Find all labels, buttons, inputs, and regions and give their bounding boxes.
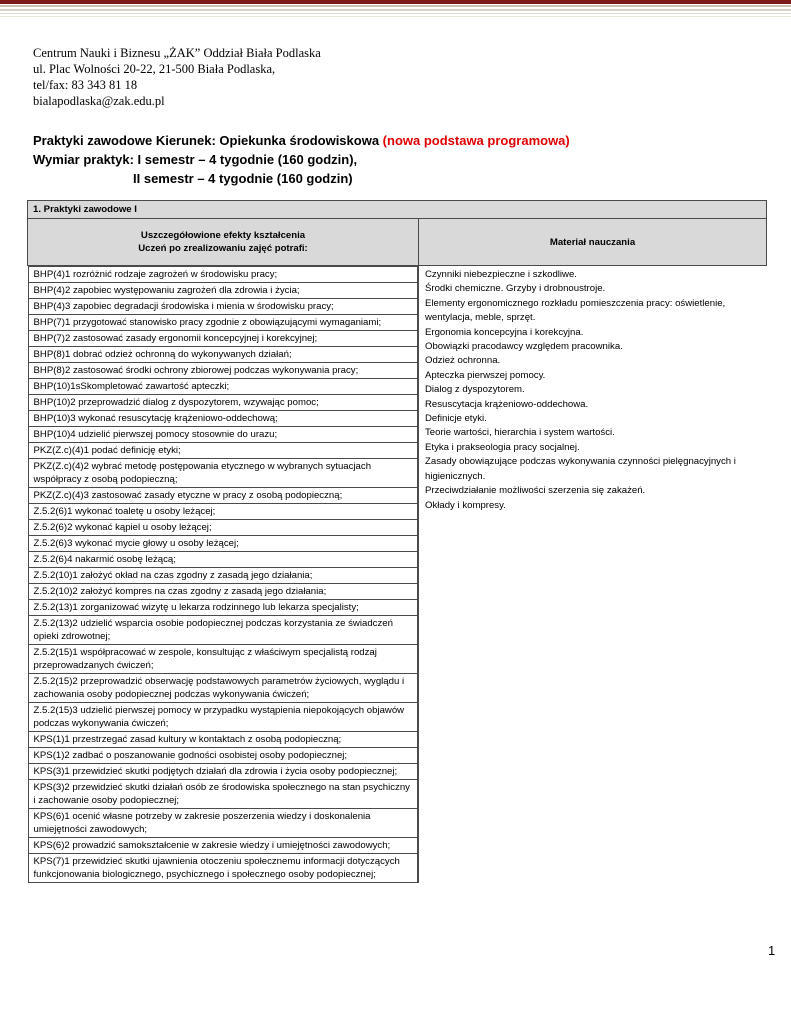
effect-row: KPS(1)1 przestrzegać zasad kultury w kontaktach z osobą podopieczną; bbox=[28, 732, 419, 748]
effect-row: Z.5.2(10)1 założyć okład na czas zgodny z zasadą jego działania; bbox=[28, 568, 419, 584]
effect-row: BHP(4)1 rozróżnić rodzaje zagrożeń w środowisku pracy; bbox=[28, 266, 419, 283]
header-rule-band bbox=[0, 5, 791, 7]
effects-header-line-2: Uczeń po zrealizowaniu zajęć potrafi: bbox=[138, 243, 308, 254]
header-rule-band bbox=[0, 16, 791, 17]
document-title bbox=[33, 131, 570, 188]
effect-row: KPS(3)1 przewidzieć skutki podjętych działań dla zdrowia i życia osoby podopiecznej; bbox=[28, 764, 419, 780]
material-item: Resuscytacja krążeniowo-oddechowa. bbox=[425, 398, 589, 410]
material-item: Zasady obowiązujące podczas wykonywania czynności pielęgnacyjnych i higienicznych. bbox=[425, 456, 736, 482]
material-item: Apteczka pierwszej pomocy. bbox=[425, 369, 546, 381]
effect-row: Z.5.2(15)2 przeprowadzić obserwację podstawowych parametrów życiowych, wyglądu i zachowania osoby podopiecznej podczas wykonywania ćwiczeń; bbox=[28, 674, 419, 703]
material-column-header: Materiał nauczania bbox=[419, 219, 767, 266]
effect-row: Z.5.2(15)1 współpracować w zespole, konsultując z właściwym specjalistą rodzaj przeprowadzanych ćwiczeń; bbox=[28, 645, 419, 674]
effect-row: Z.5.2(13)2 udzielić wsparcia osobie podopiecznej podczas korzystania ze świadczeń opieki zdrowotnej; bbox=[28, 616, 419, 645]
section-title: 1. Praktyki zawodowe I bbox=[28, 201, 767, 219]
effect-row: BHP(10)4 udzielić pierwszej pomocy stosownie do urazu; bbox=[28, 427, 419, 443]
material-cell bbox=[419, 266, 767, 884]
practice-table bbox=[27, 200, 767, 883]
material-item: Dialog z dyspozytorem. bbox=[425, 384, 525, 396]
effect-row: PKZ(Z.c)(4)2 wybrać metodę postępowania etycznego w wybranych sytuacjach współpracy z osobą podopieczną; bbox=[28, 459, 419, 488]
effect-row: BHP(4)3 zapobiec degradacji środowiska i mienia w środowisku pracy; bbox=[28, 299, 419, 315]
effect-row: KPS(6)1 ocenić własne potrzeby w zakresie poszerzenia wiedzy i doskonalenia umiejętności zawodowych; bbox=[28, 809, 419, 838]
effect-row: BHP(4)2 zapobiec występowaniu zagrożeń dla zdrowia i życia; bbox=[28, 283, 419, 299]
material-item: Ergonomia koncepcyjna i korekcyjna. bbox=[425, 326, 584, 338]
effect-row: Z.5.2(13)1 zorganizować wizytę u lekarza rodzinnego lub lekarza specjalisty; bbox=[28, 600, 419, 616]
effect-row: Z.5.2(6)1 wykonać toaletę u osoby leżącej; bbox=[28, 504, 419, 520]
effect-row: Z.5.2(10)2 założyć kompres na czas zgodny z zasadą jego działania; bbox=[28, 584, 419, 600]
header-rule-band bbox=[0, 9, 791, 11]
effect-row: Z.5.2(6)3 wykonać mycie głowy u osoby leżącej; bbox=[28, 536, 419, 552]
organization-address bbox=[33, 45, 321, 109]
address-line-name: Centrum Nauki i Biznesu „ŻAK” Oddział Biała Podlaska bbox=[33, 46, 321, 60]
material-item: Przeciwdziałanie możliwości szerzenia się zakażeń. bbox=[425, 485, 646, 497]
material-item: Teorie wartości, hierarchia i system wartości. bbox=[425, 427, 615, 439]
material-item: Obowiązki pracodawcy względem pracownika. bbox=[425, 341, 623, 353]
address-line-street: ul. Plac Wolności 20-22, 21-500 Biała Podlaska, bbox=[33, 62, 276, 76]
material-item: Odzież ochronna. bbox=[425, 355, 501, 367]
effect-row: Z.5.2(6)4 nakarmić osobę leżącą; bbox=[28, 552, 419, 568]
effects-header-line-1: Uszczegółowione efekty kształcenia bbox=[140, 230, 306, 241]
material-item: Etyka i prakseologia pracy socjalnej. bbox=[425, 441, 580, 453]
effect-row: BHP(10)1sSkompletować zawartość apteczki; bbox=[28, 379, 419, 395]
page-number: 1 bbox=[768, 943, 776, 958]
effect-row: BHP(10)3 wykonać resuscytację krążeniowo-oddechową; bbox=[28, 411, 419, 427]
header-rule-band bbox=[0, 0, 791, 4]
effect-row: KPS(1)2 zadbać o poszanowanie godności osobistej osoby podopiecznej; bbox=[28, 748, 419, 764]
effect-row: PKZ(Z.c)(4)1 podać definicję etyki; bbox=[28, 443, 419, 459]
effect-row: PKZ(Z.c)(4)3 zastosować zasady etyczne w pracy z osobą podopieczną; bbox=[28, 488, 419, 504]
effect-row: KPS(7)1 przewidzieć skutki ujawnienia otoczeniu społecznemu informacji dotyczących funkcjonowania biologicznego, psychicznego i społecznego osoby podopiecznej; bbox=[28, 854, 419, 883]
title-line-3: II semestr – 4 tygodnie (160 godzin) bbox=[133, 171, 353, 186]
material-item: Definicje etyki. bbox=[425, 413, 487, 425]
title-main-text: Praktyki zawodowe Kierunek: Opiekunka środowiskowa bbox=[33, 133, 383, 148]
effect-row: Z.5.2(15)3 udzielić pierwszej pomocy w przypadku wystąpienia niepokojących objawów podczas wykonywania ćwiczeń; bbox=[28, 703, 419, 732]
effect-row: BHP(8)1 dobrać odzież ochronną do wykonywanych działań; bbox=[28, 347, 419, 363]
title-highlight-text: (nowa podstawa programowa) bbox=[382, 133, 570, 148]
address-line-phone: tel/fax: 83 343 81 18 bbox=[33, 78, 138, 92]
material-item: Czynniki niebezpieczne i szkodliwe. bbox=[425, 269, 577, 280]
effects-column-header bbox=[28, 219, 419, 266]
material-item: Środki chemiczne. Grzyby i drobnoustroje. bbox=[425, 283, 606, 295]
materials-list bbox=[425, 268, 761, 513]
header-rule-band bbox=[0, 13, 791, 14]
header-decorative-rule bbox=[0, 0, 791, 30]
effect-row: BHP(8)2 zastosować środki ochrony zbiorowej podczas wykonywania pracy; bbox=[28, 363, 419, 379]
title-line-1 bbox=[33, 131, 570, 150]
effect-row: Z.5.2(6)2 wykonać kąpiel u osoby leżącej; bbox=[28, 520, 419, 536]
effect-row: BHP(7)1 przygotować stanowisko pracy zgodnie z obowiązującymi wymaganiami; bbox=[28, 315, 419, 331]
address-line-email: bialapodlaska@zak.edu.pl bbox=[33, 94, 165, 108]
effects-cell bbox=[28, 266, 419, 884]
material-item: Elementy ergonomicznego rozkładu pomieszczenia pracy: oświetlenie, wentylacja, meble, sprzęt. bbox=[425, 297, 726, 324]
title-line-2: Wymiar praktyk: I semestr – 4 tygodnie (160 godzin), bbox=[33, 152, 358, 167]
material-item: Okłady i kompresy. bbox=[425, 499, 506, 511]
effects-list bbox=[28, 266, 419, 883]
effect-row: BHP(7)2 zastosować zasady ergonomii koncepcyjnej i korekcyjnej; bbox=[28, 331, 419, 347]
effect-row: KPS(6)2 prowadzić samokształcenie w zakresie wiedzy i umiejętności zawodowych; bbox=[28, 838, 419, 854]
effect-row: KPS(3)2 przewidzieć skutki działań osób ze środowiska społecznego na stan psychiczny i zachowanie osoby podopiecznej; bbox=[28, 780, 419, 809]
effect-row: BHP(10)2 przeprowadzić dialog z dyspozytorem, wzywając pomoc; bbox=[28, 395, 419, 411]
